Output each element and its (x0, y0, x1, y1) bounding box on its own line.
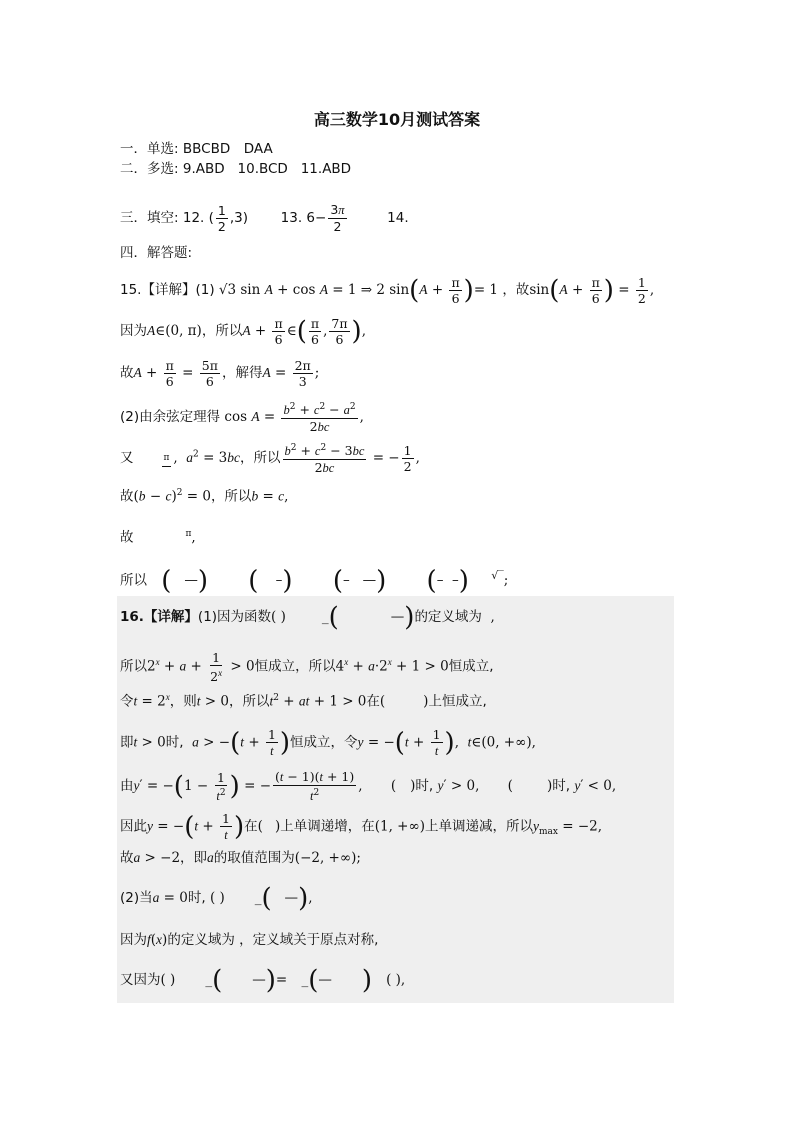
single-choice-answers: BBCBD DAA (182, 141, 273, 157)
fill-blank-line (120, 202, 409, 234)
q16-line-4: 即t > 0时, a > −(t + $\frac{1}{t}$ )恒成立，令y = −(t + $\frac{1}{t}$ ), t∈(0, +∞), (120, 727, 536, 758)
q15-heading: 15.【详解】 (120, 282, 196, 298)
single-choice-line (120, 139, 273, 159)
q16-line-1: 16.【详解】(1)因为函数( ) _( —)的定义域为 , (120, 602, 495, 633)
q16-line-7: 故a > −2，即a的取值范围为(−2, +∞); (120, 850, 361, 866)
fill-blank-q12-answer: ( $\frac{1}{2}$ ,3) (208, 202, 249, 234)
q16-line-9: 因为f(x)的定义域为 ，定义域关于原点对称, (120, 932, 379, 948)
free-response-label: 四．解答题: (120, 245, 193, 261)
q15-line-3: 故A + $\frac{\pi}{6}$ = $\frac{5\pi}{6}$ ，解得A = $\frac{2\pi}{3}$ ; (120, 358, 320, 389)
multiple-choice-q10: 10.BCD (237, 161, 288, 177)
fill-blank-q13-answer: 6− $\frac{3\pi}{2}$ (306, 202, 345, 234)
multiple-choice-q9: 9.ABD (182, 161, 225, 177)
q15-line-6: 故$(b - c)^2 = 0$，所以b = c, (120, 488, 289, 505)
q15-line-8: 所以 ( —) ( –) (– —) (– –) √‾; (120, 566, 509, 596)
q15-line-1: 15.【详解】(1) √3 sin A + cos A = 1 ⇒ 2 sin(A + $\frac{\pi}{6}$ )= 1 ，故sin(A + $\frac{\pi}{6}$ ) = $\frac{1}{2}$ , (120, 275, 655, 306)
fill-blank-q12-number: 12. (182, 210, 205, 226)
q15-line-2: 因为A∈(0, π)，所以A + $\frac{\pi}{6}$ ∈( $\frac{\pi}{6}$ , $\frac{7\pi}{6}$ ), (120, 316, 366, 347)
q16-line-3: 令$t = 2^x$，则t > 0，所以$t^2$ + at + 1 > 0在( )上恒成立, (120, 692, 487, 710)
fill-blank-q13-number: 13. (280, 210, 303, 226)
q16-line-2: 所以$2^x + a$ + $\frac{1}{2^x}$ > 0恒成立，所以$4^x + a\cdot 2^x + 1 > 0$恒成立, (120, 650, 494, 685)
q16-line-8: (2)当a = 0时, ( ) _( —), (120, 883, 313, 914)
q15-line-7: 故 $^\pi$, (120, 529, 196, 546)
fill-blank-label: 三．填空: (120, 210, 179, 226)
multiple-choice-label: 二．多选: (120, 161, 179, 177)
page-title: 高三数学10月测试答案 (313, 110, 481, 129)
q16-line-6: 因此y = −(t + $\frac{1}{t}$ )在( )上单调递增，在(1, +∞)上单调递减，所以$y_{max} = -2$, (120, 811, 603, 842)
q16-line-10: 又因为( ) _( —)= _(— ) ( ), (120, 965, 406, 996)
multiple-choice-q11: 11.ABD (300, 161, 352, 177)
single-choice-label: 一．单选: (120, 141, 179, 157)
q15-line-5: 又 π , $a^2 = 3bc$，所以 $\frac{b^2 + c^2 - 3bc}{2bc}$ = − $\frac{1}{2}$ , (120, 443, 420, 476)
q16-line-5: 由y′ = −(1 − $\frac{1}{t^2}$ ) = − $\frac{(t - 1)(t + 1)}{t^2}$ , ( )时, y′ > 0, ( )时, y′ < 0, (120, 769, 617, 804)
multiple-choice-line (120, 159, 351, 179)
q15-line-4: (2)由余弦定理得 cos A = $\frac{b^2 + c^2 - a^2}{2bc}$ , (120, 402, 364, 435)
q16-heading: 16.【详解】 (120, 609, 198, 625)
fill-blank-q14-number: 14. (387, 210, 409, 226)
